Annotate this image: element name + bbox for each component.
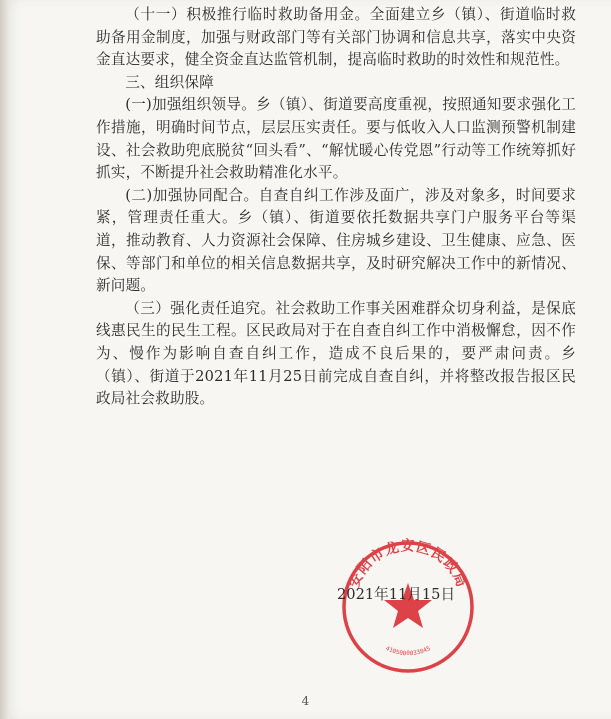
page-edge-shadow — [0, 0, 9, 719]
official-seal-icon — [338, 537, 478, 677]
page-number: 4 — [301, 694, 310, 708]
paragraph-coordination: (二)加强协同配合。自查自纠工作涉及面广，涉及对象多，时间要求紧，管理责任重大。乡（镇）、街道要依托数据共享门户服务平台等渠道，推动教育、人力资源社会保障、住房城乡建设、卫生健康、应急、医保、等部门和单位的相关信息数据共享，及时研究解决工作中的新情况、新问题。 — [96, 186, 576, 295]
document-body — [96, 4, 576, 411]
document-date: 2021年11月15日 — [337, 586, 456, 603]
seal-title: 安阳市龙安区民政局 — [346, 538, 470, 591]
section-heading: 三、组织保障 — [125, 73, 214, 91]
paragraph-accountability: （三）强化责任追究。社会救助工作事关困难群众切身利益，是保底线惠民生的民生工程。区民政局对于在自查自纠工作中消极懈怠，因不作为、慢作为影响自查自纠工作，造成不良后果的，要严肃问责。乡（镇）、街道于2021年11月25日前完成自查自纠，并将整改报告报区民政局社会救助股。 — [96, 299, 576, 408]
seal-number: 4105000033845 — [384, 645, 432, 658]
paragraph-item-11: （十一）积极推行临时救助备用金。全面建立乡（镇）、街道临时救助备用金制度，加强与财政部门等有关部门协调和信息共享，落实中央资金直达要求，健全资金直达监管机制，提高临时救助的时效性和规范性。 — [96, 6, 576, 69]
svg-text:4105000033845 — [384, 645, 432, 657]
paragraph-leadership: (一)加强组织领导。乡（镇）、街道要高度重视，按照通知要求强化工作措施，明确时间节点，层层压实责任。要与低收入人口监测预警机制建设、社会救助兜底脱贫“回头看”、“解忧暖心传党恩”行动等工作统筹抓好抓实，不断提升社会救助精准化水平。 — [96, 96, 576, 182]
